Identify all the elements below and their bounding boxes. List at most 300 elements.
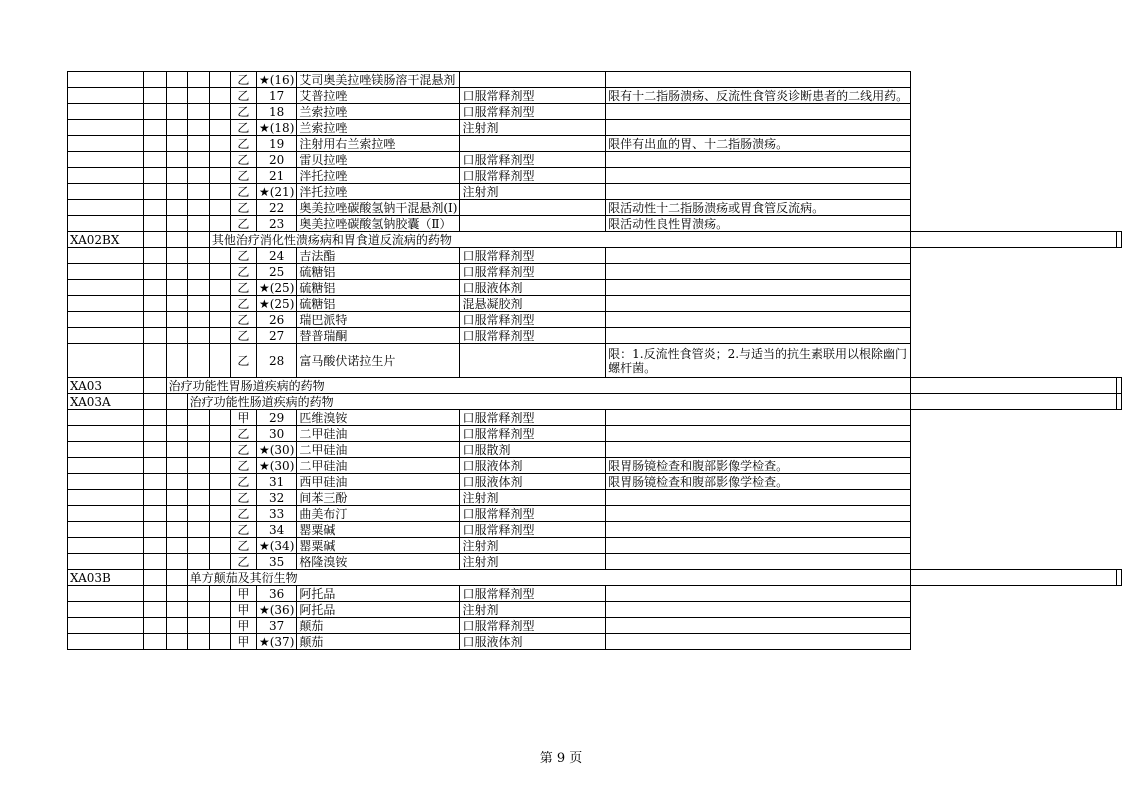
form-cell — [911, 570, 1117, 586]
drug-category-cell: 乙 — [230, 152, 256, 168]
blank-cell — [166, 394, 187, 410]
dosage-form-cell: 口服液体剂 — [460, 634, 606, 650]
drug-number-cell: 23 — [256, 216, 296, 232]
drug-category-cell: 乙 — [230, 184, 256, 200]
drug-number-cell: 25 — [256, 264, 296, 280]
atc-code-cell — [68, 442, 144, 458]
blank-cell — [187, 602, 209, 618]
atc-code-cell — [68, 312, 144, 328]
drug-name-cell: 硫糖铝 — [297, 296, 460, 312]
drug-name-cell: 艾普拉唑 — [297, 88, 460, 104]
remark-cell: 限活动性十二指肠溃疡或胃食管反流病。 — [606, 200, 911, 216]
blank-cell — [187, 312, 209, 328]
remark-cell — [606, 280, 911, 296]
blank-cell — [209, 458, 230, 474]
drug-category-cell: 乙 — [230, 200, 256, 216]
blank-cell — [209, 506, 230, 522]
note-cell — [1117, 378, 1122, 394]
blank-cell — [166, 506, 187, 522]
blank-cell — [187, 232, 209, 248]
blank-cell — [187, 538, 209, 554]
blank-cell — [209, 442, 230, 458]
remark-cell — [606, 410, 911, 426]
drug-number-cell: 27 — [256, 328, 296, 344]
blank-cell — [209, 264, 230, 280]
dosage-form-cell — [460, 216, 606, 232]
blank-cell — [187, 200, 209, 216]
drug-category-cell: 乙 — [230, 490, 256, 506]
table-row — [68, 506, 1122, 522]
drug-number-cell: 28 — [256, 344, 296, 378]
drug-number-cell: ★(36) — [256, 602, 296, 618]
remark-cell: 限胃肠镜检查和腹部影像学检查。 — [606, 458, 911, 474]
note-cell — [1117, 570, 1122, 586]
blank-cell — [187, 120, 209, 136]
drug-number-cell: 37 — [256, 618, 296, 634]
blank-cell — [144, 458, 166, 474]
table-row — [68, 410, 1122, 426]
drug-category-cell: 乙 — [230, 554, 256, 570]
drug-number-cell: 26 — [256, 312, 296, 328]
drug-name-cell: 罂粟碱 — [297, 538, 460, 554]
table-row — [68, 570, 1122, 586]
dosage-form-cell: 注射剂 — [460, 538, 606, 554]
drug-number-cell: ★(21) — [256, 184, 296, 200]
table-row — [68, 394, 1122, 410]
remark-cell — [606, 442, 911, 458]
drug-number-cell: 19 — [256, 136, 296, 152]
atc-code-cell — [68, 344, 144, 378]
drug-category-cell: 甲 — [230, 634, 256, 650]
atc-code-cell: XA03B — [68, 570, 144, 586]
drug-number-cell: 34 — [256, 522, 296, 538]
blank-cell — [144, 506, 166, 522]
form-cell — [911, 232, 1117, 248]
drug-name-cell: 曲美布汀 — [297, 506, 460, 522]
blank-cell — [144, 570, 166, 586]
remark-cell — [606, 634, 911, 650]
blank-cell — [209, 168, 230, 184]
drug-name-cell: 硫糖铝 — [297, 280, 460, 296]
table-row — [68, 120, 1122, 136]
blank-cell — [144, 490, 166, 506]
blank-cell — [187, 426, 209, 442]
table-row — [68, 618, 1122, 634]
blank-cell — [187, 168, 209, 184]
remark-cell: 限胃肠镜检查和腹部影像学检查。 — [606, 474, 911, 490]
atc-code-cell — [68, 506, 144, 522]
atc-code-cell — [68, 248, 144, 264]
blank-cell — [187, 248, 209, 264]
table-row — [68, 458, 1122, 474]
atc-code-cell — [68, 184, 144, 200]
blank-cell — [187, 618, 209, 634]
blank-cell — [144, 378, 166, 394]
remark-cell — [606, 554, 911, 570]
blank-cell — [187, 184, 209, 200]
category-title: 单方颠茄及其衍生物 — [187, 570, 911, 586]
remark-cell — [606, 328, 911, 344]
blank-cell — [144, 344, 166, 378]
blank-cell — [187, 634, 209, 650]
drug-name-cell: 注射用右兰索拉唑 — [297, 136, 460, 152]
blank-cell — [166, 104, 187, 120]
drug-category-cell: 乙 — [230, 168, 256, 184]
drug-category-cell: 乙 — [230, 216, 256, 232]
drug-number-cell: ★(37) — [256, 634, 296, 650]
blank-cell — [166, 88, 187, 104]
blank-cell — [166, 618, 187, 634]
blank-cell — [187, 296, 209, 312]
drug-category-cell: 乙 — [230, 344, 256, 378]
blank-cell — [209, 280, 230, 296]
remark-cell — [606, 586, 911, 602]
blank-cell — [209, 426, 230, 442]
table-row — [68, 264, 1122, 280]
blank-cell — [166, 344, 187, 378]
blank-cell — [187, 72, 209, 88]
remark-cell — [606, 72, 911, 88]
blank-cell — [187, 554, 209, 570]
blank-cell — [144, 426, 166, 442]
drug-name-cell: 艾司奥美拉唑镁肠溶干混悬剂 — [297, 72, 460, 88]
drug-name-cell: 颠茄 — [297, 618, 460, 634]
drug-number-cell: 29 — [256, 410, 296, 426]
drug-name-cell: 泮托拉唑 — [297, 184, 460, 200]
drug-number-cell: ★(25) — [256, 280, 296, 296]
table-row — [68, 634, 1122, 650]
atc-code-cell — [68, 328, 144, 344]
remark-cell — [606, 104, 911, 120]
atc-code-cell — [68, 152, 144, 168]
table-row — [68, 104, 1122, 120]
drug-category-cell: 乙 — [230, 506, 256, 522]
drug-category-cell: 甲 — [230, 410, 256, 426]
drug-name-cell: 兰索拉唑 — [297, 104, 460, 120]
blank-cell — [144, 538, 166, 554]
atc-code-cell — [68, 136, 144, 152]
note-cell — [1117, 232, 1122, 248]
drug-number-cell: 35 — [256, 554, 296, 570]
blank-cell — [144, 312, 166, 328]
blank-cell — [166, 634, 187, 650]
table-row — [68, 586, 1122, 602]
drug-category-cell: 乙 — [230, 328, 256, 344]
table-row — [68, 328, 1122, 344]
table-row — [68, 280, 1122, 296]
drug-name-cell: 兰索拉唑 — [297, 120, 460, 136]
dosage-form-cell: 口服常释剂型 — [460, 586, 606, 602]
blank-cell — [209, 200, 230, 216]
blank-cell — [144, 602, 166, 618]
blank-cell — [144, 120, 166, 136]
drug-category-cell: 乙 — [230, 522, 256, 538]
blank-cell — [144, 280, 166, 296]
atc-code-cell — [68, 72, 144, 88]
atc-code-cell — [68, 410, 144, 426]
page-footer: 第 9 页 — [539, 751, 583, 766]
drug-number-cell: 33 — [256, 506, 296, 522]
drug-number-cell: 30 — [256, 426, 296, 442]
blank-cell — [166, 136, 187, 152]
blank-cell — [166, 442, 187, 458]
dosage-form-cell — [460, 72, 606, 88]
blank-cell — [187, 328, 209, 344]
remark-cell — [606, 538, 911, 554]
atc-code-cell: XA03 — [68, 378, 144, 394]
drug-name-cell: 二甲硅油 — [297, 442, 460, 458]
dosage-form-cell: 口服常释剂型 — [460, 426, 606, 442]
blank-cell — [209, 522, 230, 538]
blank-cell — [187, 264, 209, 280]
blank-cell — [144, 88, 166, 104]
drug-number-cell: 21 — [256, 168, 296, 184]
blank-cell — [144, 394, 166, 410]
blank-cell — [187, 490, 209, 506]
drug-category-cell: 乙 — [230, 88, 256, 104]
blank-cell — [166, 152, 187, 168]
remark-cell — [606, 168, 911, 184]
blank-cell — [166, 554, 187, 570]
table-row — [68, 296, 1122, 312]
remark-cell — [606, 618, 911, 634]
blank-cell — [187, 442, 209, 458]
drug-catalog-table — [67, 71, 1122, 650]
drug-number-cell: ★(16) — [256, 72, 296, 88]
drug-category-cell: 乙 — [230, 280, 256, 296]
table-row — [68, 538, 1122, 554]
drug-number-cell: ★(25) — [256, 296, 296, 312]
atc-code-cell — [68, 474, 144, 490]
blank-cell — [187, 88, 209, 104]
table-row — [68, 602, 1122, 618]
drug-name-cell: 瑞巴派特 — [297, 312, 460, 328]
table-row — [68, 442, 1122, 458]
table-row — [68, 200, 1122, 216]
atc-code-cell — [68, 264, 144, 280]
dosage-form-cell: 口服常释剂型 — [460, 168, 606, 184]
blank-cell — [209, 474, 230, 490]
drug-number-cell: 24 — [256, 248, 296, 264]
blank-cell — [187, 586, 209, 602]
drug-category-cell: 乙 — [230, 248, 256, 264]
dosage-form-cell: 注射剂 — [460, 554, 606, 570]
drug-category-cell: 乙 — [230, 312, 256, 328]
blank-cell — [187, 152, 209, 168]
dosage-form-cell: 注射剂 — [460, 184, 606, 200]
dosage-form-cell: 口服液体剂 — [460, 458, 606, 474]
dosage-form-cell: 注射剂 — [460, 490, 606, 506]
blank-cell — [187, 474, 209, 490]
drug-category-cell: 乙 — [230, 538, 256, 554]
table-row — [68, 426, 1122, 442]
drug-category-cell: 乙 — [230, 72, 256, 88]
atc-code-cell — [68, 586, 144, 602]
blank-cell — [144, 554, 166, 570]
category-title: 治疗功能性胃肠道疾病的药物 — [166, 378, 911, 394]
blank-cell — [144, 184, 166, 200]
blank-cell — [144, 216, 166, 232]
atc-code-cell — [68, 296, 144, 312]
blank-cell — [209, 328, 230, 344]
drug-name-cell: 阿托品 — [297, 586, 460, 602]
blank-cell — [144, 264, 166, 280]
atc-code-cell — [68, 618, 144, 634]
dosage-form-cell: 口服常释剂型 — [460, 312, 606, 328]
blank-cell — [187, 522, 209, 538]
blank-cell — [144, 232, 166, 248]
atc-code-cell — [68, 538, 144, 554]
table-row — [68, 474, 1122, 490]
blank-cell — [187, 136, 209, 152]
drug-category-cell: 乙 — [230, 136, 256, 152]
blank-cell — [209, 136, 230, 152]
blank-cell — [144, 104, 166, 120]
drug-category-cell: 甲 — [230, 602, 256, 618]
remark-cell — [606, 184, 911, 200]
blank-cell — [187, 104, 209, 120]
blank-cell — [144, 168, 166, 184]
blank-cell — [166, 264, 187, 280]
blank-cell — [144, 586, 166, 602]
atc-code-cell — [68, 120, 144, 136]
remark-cell — [606, 152, 911, 168]
dosage-form-cell: 混悬凝胶剂 — [460, 296, 606, 312]
blank-cell — [166, 168, 187, 184]
blank-cell — [187, 506, 209, 522]
drug-name-cell: 罂粟碱 — [297, 522, 460, 538]
blank-cell — [144, 442, 166, 458]
blank-cell — [144, 296, 166, 312]
drug-category-cell: 乙 — [230, 426, 256, 442]
blank-cell — [209, 152, 230, 168]
drug-number-cell: 22 — [256, 200, 296, 216]
atc-code-cell — [68, 104, 144, 120]
blank-cell — [209, 216, 230, 232]
blank-cell — [144, 152, 166, 168]
remark-cell: 限：1.反流性食管炎；2.与适当的抗生素联用以根除幽门螺杆菌。 — [606, 344, 911, 378]
dosage-form-cell: 注射剂 — [460, 120, 606, 136]
blank-cell — [166, 538, 187, 554]
table-row — [68, 522, 1122, 538]
dosage-form-cell: 口服常释剂型 — [460, 152, 606, 168]
table-row — [68, 232, 1122, 248]
dosage-form-cell: 口服常释剂型 — [460, 328, 606, 344]
table-row — [68, 344, 1122, 378]
drug-name-cell: 阿托品 — [297, 602, 460, 618]
drug-name-cell: 吉法酯 — [297, 248, 460, 264]
atc-code-cell — [68, 490, 144, 506]
blank-cell — [166, 474, 187, 490]
remark-cell — [606, 602, 911, 618]
table-row — [68, 312, 1122, 328]
table-row — [68, 216, 1122, 232]
drug-name-cell: 二甲硅油 — [297, 426, 460, 442]
drug-category-cell: 甲 — [230, 618, 256, 634]
remark-cell — [606, 490, 911, 506]
blank-cell — [144, 410, 166, 426]
remark-cell — [606, 506, 911, 522]
drug-name-cell: 格隆溴铵 — [297, 554, 460, 570]
drug-number-cell: ★(30) — [256, 458, 296, 474]
blank-cell — [144, 248, 166, 264]
dosage-form-cell: 口服常释剂型 — [460, 522, 606, 538]
remark-cell: 限伴有出血的胃、十二指肠溃疡。 — [606, 136, 911, 152]
form-cell — [911, 394, 1117, 410]
blank-cell — [166, 216, 187, 232]
atc-code-cell — [68, 168, 144, 184]
atc-code-cell — [68, 216, 144, 232]
remark-cell — [606, 264, 911, 280]
atc-code-cell — [68, 554, 144, 570]
blank-cell — [209, 312, 230, 328]
drug-category-cell: 乙 — [230, 474, 256, 490]
drug-number-cell: ★(18) — [256, 120, 296, 136]
blank-cell — [166, 426, 187, 442]
blank-cell — [209, 104, 230, 120]
blank-cell — [187, 216, 209, 232]
blank-cell — [209, 554, 230, 570]
atc-code-cell — [68, 458, 144, 474]
dosage-form-cell: 口服液体剂 — [460, 280, 606, 296]
drug-name-cell: 富马酸伏诺拉生片 — [297, 344, 460, 378]
blank-cell — [209, 618, 230, 634]
blank-cell — [144, 474, 166, 490]
blank-cell — [209, 296, 230, 312]
dosage-form-cell: 口服常释剂型 — [460, 248, 606, 264]
table-row — [68, 554, 1122, 570]
blank-cell — [209, 248, 230, 264]
atc-code-cell — [68, 280, 144, 296]
dosage-form-cell — [460, 344, 606, 378]
table-row — [68, 490, 1122, 506]
drug-number-cell: 36 — [256, 586, 296, 602]
drug-category-cell: 乙 — [230, 442, 256, 458]
table-row — [68, 88, 1122, 104]
dosage-form-cell: 口服常释剂型 — [460, 506, 606, 522]
blank-cell — [144, 618, 166, 634]
blank-cell — [166, 602, 187, 618]
drug-name-cell: 颠茄 — [297, 634, 460, 650]
note-cell — [1117, 394, 1122, 410]
blank-cell — [209, 410, 230, 426]
dosage-form-cell: 口服液体剂 — [460, 474, 606, 490]
remark-cell — [606, 426, 911, 442]
blank-cell — [166, 296, 187, 312]
atc-code-cell — [68, 522, 144, 538]
blank-cell — [209, 72, 230, 88]
remark-cell — [606, 312, 911, 328]
drug-number-cell: ★(34) — [256, 538, 296, 554]
drug-category-cell: 甲 — [230, 586, 256, 602]
remark-cell — [606, 522, 911, 538]
table-row — [68, 152, 1122, 168]
atc-code-cell: XA03A — [68, 394, 144, 410]
drug-name-cell: 奥美拉唑碳酸氢钠胶囊（Ⅱ） — [297, 216, 460, 232]
dosage-form-cell: 口服常释剂型 — [460, 88, 606, 104]
blank-cell — [166, 200, 187, 216]
table-row — [68, 72, 1122, 88]
drug-name-cell: 奥美拉唑碳酸氢钠干混悬剂(Ⅰ) — [297, 200, 460, 216]
drug-name-cell: 匹维溴铵 — [297, 410, 460, 426]
blank-cell — [166, 280, 187, 296]
drug-category-cell: 乙 — [230, 104, 256, 120]
remark-cell — [606, 248, 911, 264]
drug-name-cell: 泮托拉唑 — [297, 168, 460, 184]
remark-cell: 限有十二指肠溃疡、反流性食管炎诊断患者的二线用药。 — [606, 88, 911, 104]
blank-cell — [187, 344, 209, 378]
remark-cell — [606, 296, 911, 312]
